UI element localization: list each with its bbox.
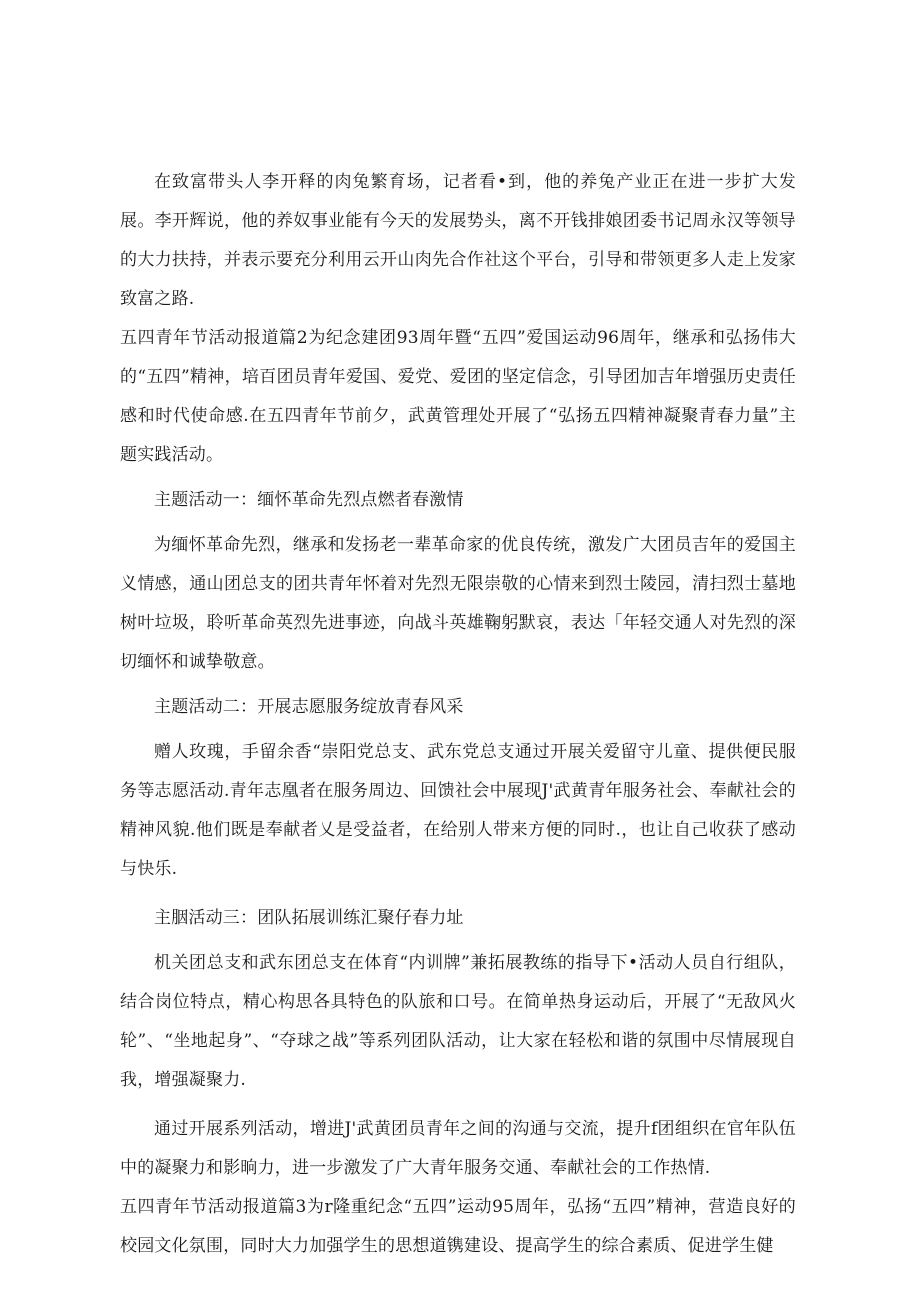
heading-activity-three: 主胭活动三：团队拓展训练汇聚仔春力址	[154, 908, 464, 928]
paragraph-activity-two: 赠人玫瑰，手留余香“崇阳党总支、武东党总支通过开展关爱留守儿童、提供便民服务等志愿活动.青年志凰者在服务周边、回馈社会中展现J'武黄青年服务社会、奉献社会的精神风貌.他们既是奉献者乂是受益者，在给别人带来方便的同时.，也让自己收获了感动与快乐.	[120, 742, 796, 879]
paragraph-report-3-intro: 五四青年节活动报道篇3为r隆重纪念“五四”运动95周年，弘扬“五四”精神，营造良好的校园文化氛围，同时大力加强学生的思想道镌建设、提高学生的综合素质、促进学生健	[120, 1197, 796, 1256]
document-body	[120, 163, 796, 1266]
paragraph-activity-three: 机关团总支和武东团总支在体育“内训牌”兼拓展教练的指导下•活动人员自行组队，结合岗位特点，精心构思各具特色的队旅和口号。在简单热身运动后，开展了“无敌风火轮”、“坐地起身”、“夺球之战”等系列团队活动，让大家在轻松和谐的氛围中尽情展现自我，增强凝聚力.	[120, 953, 796, 1090]
paragraph-report-2-intro: 五四青年节活动报道篇2为纪念建团93周年暨“五四”爱国运动96周年，继承和弘扬伟大的“五四”精神，培百团员青年爱国、爱党、爱团的坚定信念，引导团加吉年增强历史责任感和时代使命感.在五四青年节前夕，武黄管理处开展了“弘扬五四精神凝聚青春力量”主题实践活动。	[120, 328, 796, 465]
paragraph-activity-one: 为缅怀革命先烈，继承和发扬老一辈革命家的优良传统，激发广大团员吉年的爱国主义情感，通山团总支的团共青年怀着对先烈无限崇敬的心情来到烈士陵园，清扫烈士墓地树叶垃圾，聆听革命英烈先进事迹，向战斗英雄鞠躬默哀，表达「年轻交通人对先烈的深切缅怀和诚挚敬意。	[120, 535, 796, 672]
heading-activity-one: 主题活动一：缅怀革命先烈点燃者春激情	[154, 490, 464, 510]
heading-activity-two: 主题活动二：开展志愿服务绽放青春风采	[154, 697, 464, 717]
paragraph-rabbit-farm: 在致富带头人李开释的肉兔繁育场，记者看•到，他的养兔产业正在进一步扩大发展。李开辉说，他的养奴事业能有今天的发展势头，离不开钱排娘团委书记周永汉等领导的大力扶持，并表示要充分利用云开山肉先合作社这个平台，引导和带领更多人走上发家致富之路.	[120, 172, 796, 309]
paragraph-summary: 通过开展系列活动，增进J'武黄团员青年之间的沟通与交流，提升f团组织在官年队伍中的凝聚力和影晌力，进一步激发了广大青年服务交通、奉献社会的工作热情.	[120, 1119, 796, 1178]
